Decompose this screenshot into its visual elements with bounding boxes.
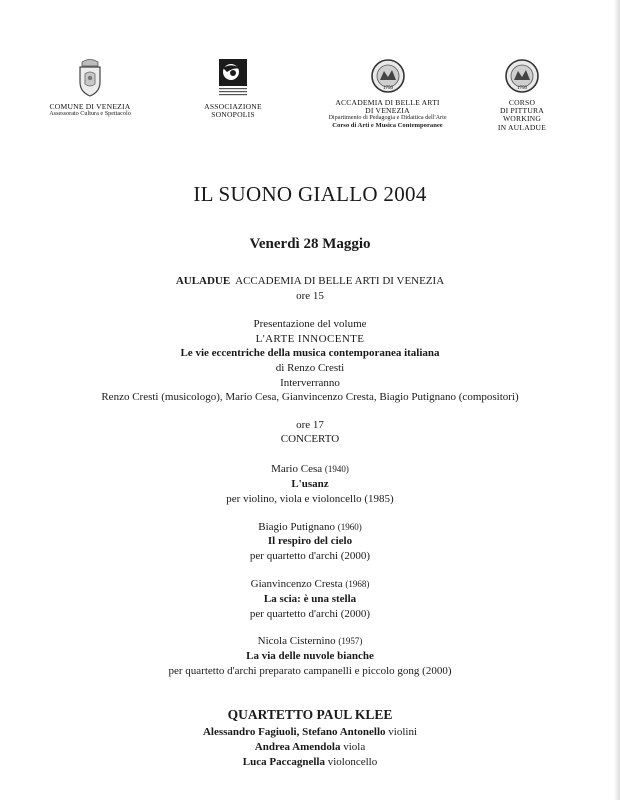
- sonopolis-logo-icon: [218, 58, 248, 98]
- org-line: DI PITTURA: [500, 106, 544, 116]
- composer-name: Nicola Cisternino: [257, 635, 336, 647]
- composer-year: (1940): [324, 464, 349, 474]
- book-subtitle: Le vie eccentriche della musica contemporanea italiana: [180, 347, 440, 359]
- book-author: di Renzo Cresti: [275, 362, 345, 374]
- org-subtitle: Assessorato Cultura e Spettacolo: [49, 110, 131, 118]
- member-role: viola: [343, 741, 366, 753]
- org-course: Corso di Arti e Musica Contemporanee: [332, 122, 443, 130]
- book-title: L'ARTE INNOCENTE: [255, 333, 365, 345]
- member-names: Luca Paccagnella: [242, 756, 325, 768]
- org-comune-venezia: [30, 58, 150, 118]
- member-names: Andrea Amendola: [254, 741, 341, 753]
- member-role: violoncello: [327, 756, 378, 768]
- venue-line: [0, 275, 620, 287]
- ensemble-member: [0, 756, 620, 768]
- concert-label: CONCERTO: [280, 433, 340, 445]
- seal-year: 1750: [517, 86, 527, 91]
- org-name-line2: DI VENEZIA: [365, 106, 410, 116]
- composer-name: Mario Cesa: [271, 463, 323, 475]
- venue-room: AULADUE: [175, 275, 231, 287]
- venue-name: ACCADEMIA DI BELLE ARTI DI VENEZIA: [235, 275, 445, 287]
- work-composer: [0, 463, 620, 475]
- work-instrumentation: per quartetto d'archi (2000): [249, 608, 371, 620]
- composer-name: Biagio Putignano: [258, 521, 335, 533]
- composer-name: Gianvincenzo Cresta: [250, 578, 343, 590]
- venice-crest-icon: [77, 58, 103, 98]
- ensemble-member: [0, 741, 620, 753]
- org-line: CORSO: [508, 98, 536, 107]
- presentation-time: ore 15: [296, 290, 324, 302]
- concert-time: ore 17: [296, 419, 324, 431]
- work-instrumentation: per quartetto d'archi preparato campanelli e piccolo gong (2000): [168, 665, 452, 677]
- org-name: COMUNE DI VENEZIA: [49, 102, 131, 111]
- org-line: WORKING: [502, 114, 542, 124]
- composer-year: (1960): [337, 522, 362, 532]
- work-title: La scia: è una stella: [263, 593, 357, 605]
- speakers-label: Interverranno: [280, 377, 340, 389]
- org-accademia-venezia: [300, 58, 475, 129]
- accademia-seal-icon: [504, 58, 540, 94]
- event-date: Venerdì 28 Maggio: [249, 236, 371, 252]
- work-title: La via delle nuvole bianche: [246, 650, 374, 662]
- org-line: IN AULADUE: [497, 122, 547, 132]
- work-title: Il respiro del cielo: [267, 535, 353, 547]
- work-instrumentation: per violino, viola e violoncello (1985): [226, 493, 394, 505]
- presentation-intro: Presentazione del volume: [253, 318, 367, 330]
- org-department: Dipartimento di Pedagogia e Didattica dell'Arte: [328, 114, 447, 122]
- composer-year: (1968): [345, 579, 370, 589]
- work-instrumentation: per quartetto d'archi (2000): [249, 550, 371, 562]
- ensemble-name: QUARTETTO PAUL KLEE: [227, 707, 393, 722]
- work-title: L'usanz: [291, 478, 329, 490]
- composer-year: (1957): [338, 636, 363, 646]
- org-corso-pittura: [482, 58, 562, 132]
- org-name-line1: ASSOCIAZIONE: [204, 102, 262, 111]
- org-sonopolis: [178, 58, 288, 119]
- member-role: violini: [388, 726, 418, 738]
- speakers-list: Renzo Cresti (musicologo), Mario Cesa, Gianvincenzo Cresta, Biagio Putignano (compositori): [101, 391, 519, 403]
- work-composer: [0, 578, 620, 590]
- accademia-seal-icon: [370, 58, 406, 94]
- ensemble-member: [0, 726, 620, 738]
- org-name-line1: ACCADEMIA DI BELLE ARTI: [335, 98, 440, 107]
- seal-year: 1750: [382, 86, 393, 91]
- org-name-line2: SONOPOLIS: [211, 110, 255, 120]
- event-title: IL SUONO GIALLO 2004: [193, 182, 427, 206]
- member-names: Alessandro Fagiuoli, Stefano Antonello: [202, 726, 386, 738]
- work-composer: [0, 521, 620, 533]
- work-composer: [0, 635, 620, 647]
- sponsor-logos: [0, 58, 620, 148]
